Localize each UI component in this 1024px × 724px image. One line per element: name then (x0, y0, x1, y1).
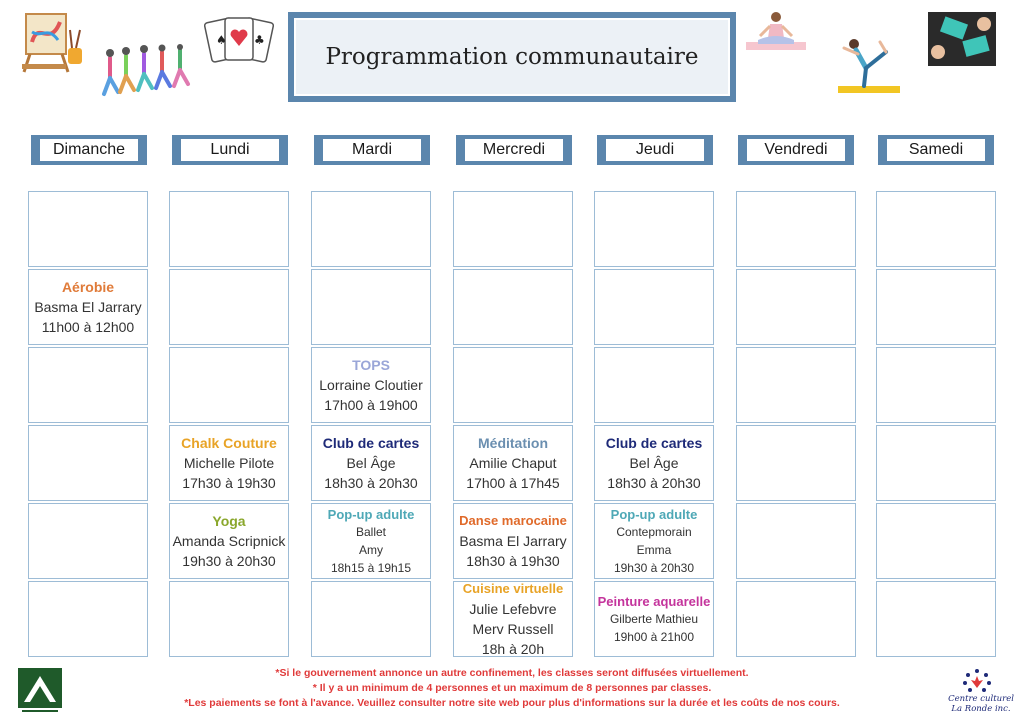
svg-text:♠: ♠ (216, 33, 227, 47)
class-instructor: Michelle Pilote (183, 455, 275, 471)
schedule-cell (169, 269, 289, 345)
schedule-cell (736, 581, 856, 657)
class-cell-chalk-couture (169, 425, 289, 501)
class-instructor: Amilie Chaput (469, 455, 557, 471)
class-time: 17h00 à 19h00 (324, 397, 418, 413)
class-time: 18h15 à 19h15 (330, 560, 412, 575)
class-cell-club-cartes-jeudi (594, 425, 714, 501)
la-ronde-logo-icon (962, 668, 992, 694)
schedule-cell (736, 191, 856, 267)
day-label: Vendredi (747, 139, 845, 161)
day-header-samedi (878, 135, 994, 165)
class-cell-aerobie (28, 269, 148, 345)
note-payment: *Les paiements se font à l'avance. Veuillez consulter notre site web pour plus d'informations sur la durée et les coûts de nos cours. (184, 697, 840, 709)
schedule-cell (311, 581, 431, 657)
class-title: Yoga (212, 513, 246, 529)
schedule-cell (876, 191, 996, 267)
class-time: 11h00 à 12h00 (41, 319, 135, 335)
class-title: Danse marocaine (459, 513, 567, 528)
schedule-cell (594, 269, 714, 345)
schedule-cell (28, 191, 148, 267)
class-time: 19h30 à 20h30 (613, 560, 695, 575)
schedule-cell (876, 425, 996, 501)
class-instructor: Amanda Scripnick (172, 533, 286, 549)
day-label: Dimanche (40, 139, 138, 161)
schedule-cell (736, 503, 856, 579)
day-header-lundi (172, 135, 288, 165)
schedule-cell (876, 269, 996, 345)
footer-notes (0, 666, 1024, 711)
schedule-cell (876, 581, 996, 657)
class-time: 18h à 20h (481, 641, 545, 657)
schedule-cell (28, 425, 148, 501)
class-instructor-2: Merv Russell (472, 621, 554, 637)
schedule-cell (736, 347, 856, 423)
day-header-vendredi (738, 135, 854, 165)
class-cell-popup-mardi (311, 503, 431, 579)
class-instructor: Amy (359, 542, 383, 557)
class-title: Pop-up adulte (327, 506, 415, 522)
class-title: Méditation (478, 435, 548, 451)
schedule-cell (594, 347, 714, 423)
day-header-dimanche (31, 135, 147, 165)
class-title: Club de cartes (322, 435, 420, 451)
schedule-cell (594, 191, 714, 267)
aerobics-group-icon (98, 44, 194, 102)
class-cell-tops (311, 347, 431, 423)
schedule-cell (169, 581, 289, 657)
day-header-mardi (314, 135, 430, 165)
class-title: Aérobie (61, 279, 115, 295)
day-header-mercredi (456, 135, 572, 165)
day-label: Mercredi (465, 139, 563, 161)
class-cell-popup-jeudi (594, 503, 714, 579)
class-instructor: Emma (636, 542, 672, 557)
craft-hands-icon (928, 12, 996, 66)
day-label: Mardi (323, 139, 421, 161)
class-instructor: Basma El Jarrary (459, 533, 567, 549)
note-confinement: *Si le gouvernement annonce un autre confinement, les classes seront diffusées virtuellement. (275, 667, 749, 679)
schedule-cell (876, 347, 996, 423)
class-title: Club de cartes (605, 435, 703, 451)
class-title: Pop-up adulte (610, 506, 698, 522)
class-cell-meditation (453, 425, 573, 501)
class-cell-club-cartes-mardi (311, 425, 431, 501)
class-time: 18h30 à 19h30 (466, 553, 560, 569)
day-label: Samedi (887, 139, 985, 161)
painting-easel-icon (18, 12, 88, 74)
class-time: 19h30 à 20h30 (182, 553, 276, 569)
class-title: TOPS (352, 357, 390, 373)
class-title: Chalk Couture (181, 435, 277, 451)
yoga-pose-icon (836, 34, 902, 96)
note-capacity: * Il y a un minimum de 4 personnes et un maximum de 8 personnes par classes. (312, 682, 712, 694)
schedule-cell (736, 269, 856, 345)
class-instructor: Julie Lefebvre (469, 601, 557, 617)
class-time: 18h30 à 20h30 (607, 475, 701, 491)
class-time: 18h30 à 20h30 (324, 475, 418, 491)
class-cell-yoga (169, 503, 289, 579)
schedule-cell (28, 503, 148, 579)
svg-text:♣: ♣ (254, 33, 265, 47)
schedule-cell (169, 191, 289, 267)
schedule-cell (311, 191, 431, 267)
class-title: Peinture aquarelle (597, 593, 711, 609)
class-time: 17h00 à 17h45 (466, 475, 560, 491)
class-instructor: Bel Âge (346, 455, 396, 471)
class-instructor: Lorraine Cloutier (319, 377, 423, 393)
class-time: 17h30 à 19h30 (182, 475, 276, 491)
class-instructor: Gilberte Mathieu (609, 611, 699, 626)
class-instructor: Basma El Jarrary (34, 299, 142, 315)
title-banner (288, 12, 736, 102)
schedule-cell (736, 425, 856, 501)
schedule-cell (876, 503, 996, 579)
schedule-cell (28, 347, 148, 423)
meditation-icon (744, 10, 808, 52)
schedule-cell (28, 581, 148, 657)
community-logo-icon (18, 668, 62, 714)
day-header-jeudi (597, 135, 713, 165)
class-title: Cuisine virtuelle (462, 581, 564, 596)
la-ronde-logo-text: Centre culturel La Ronde inc. (948, 694, 1014, 714)
class-style: Ballet (355, 524, 387, 539)
day-label: Lundi (181, 139, 279, 161)
day-label: Jeudi (606, 139, 704, 161)
schedule-cell (453, 347, 573, 423)
playing-cards-icon (204, 16, 274, 66)
schedule-cell (453, 191, 573, 267)
class-style: Contepmorain (616, 524, 692, 539)
schedule-cell (169, 347, 289, 423)
schedule-cell (453, 269, 573, 345)
class-time: 19h00 à 21h00 (613, 629, 695, 644)
page-title: Programmation communautaire (325, 44, 699, 70)
class-cell-peinture-aquarelle (594, 581, 714, 657)
class-instructor: Bel Âge (629, 455, 679, 471)
class-cell-cuisine-virtuelle (453, 581, 573, 657)
class-cell-danse-marocaine (453, 503, 573, 579)
schedule-cell (311, 269, 431, 345)
